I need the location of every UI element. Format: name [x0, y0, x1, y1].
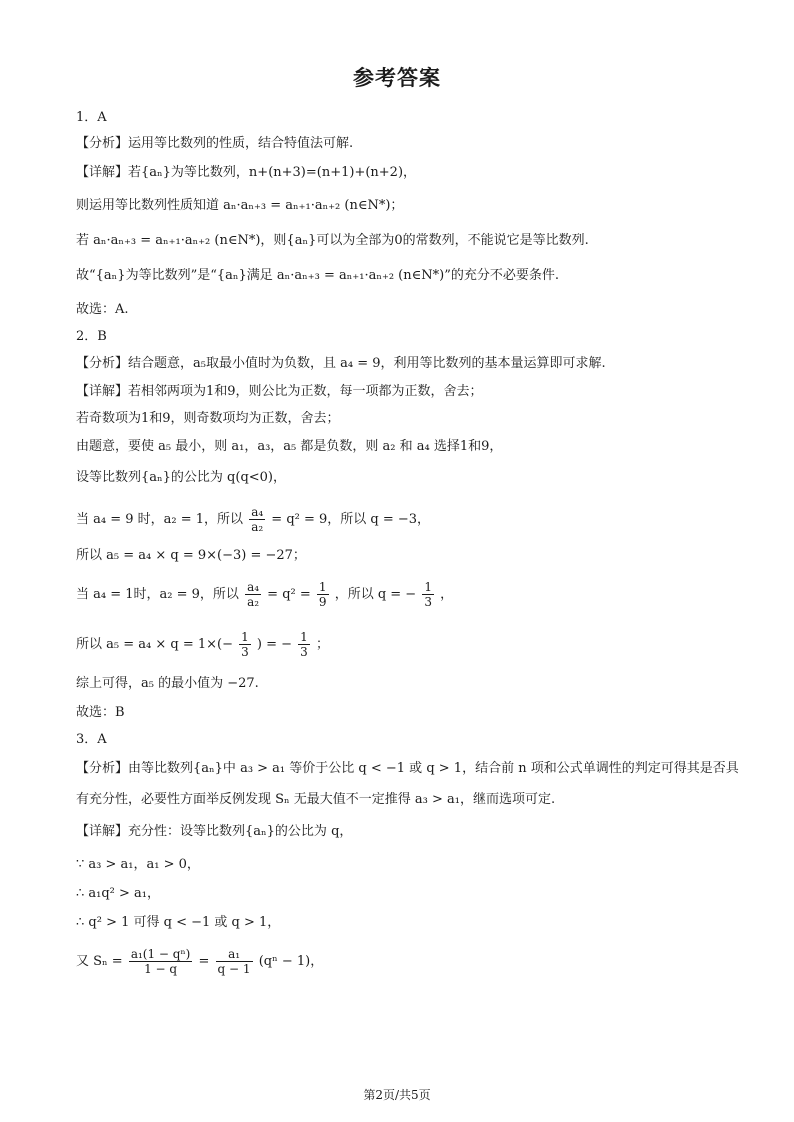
fraction-denominator: 3: [300, 645, 308, 659]
fraction-one-third: [422, 580, 434, 609]
fraction-denominator: 1 − q: [144, 962, 178, 976]
analysis-tag: 【分析】: [76, 356, 129, 371]
fraction-numerator: a₄: [251, 505, 264, 519]
detail-tag: 【详解】: [76, 384, 129, 399]
detail-tag: 【详解】: [76, 165, 129, 180]
q2-detail-1-text: 若相邻两项为1和9，则公比为正数，每一项都为正数，舍去；: [128, 384, 483, 399]
fraction-numerator: 1: [318, 580, 327, 594]
fraction-numerator: 1: [424, 580, 432, 594]
page-title: 参考答案: [353, 66, 441, 90]
q2-number: 2．B: [76, 329, 107, 344]
q1-detail-1-text: 若{aₙ}为等比数列，n+(n+3)=(n+1)+(n+2)，: [128, 165, 417, 180]
q2-detail-2: 若奇数项为1和9，则奇数项均为正数，舍去；: [76, 411, 340, 426]
analysis-tag: 【分析】: [76, 136, 129, 151]
q1-detail-3: 若 aₙ·aₙ₊₃ = aₙ₊₁·aₙ₊₂ (n∈N*)，则{aₙ}可以为全部为0的常数列，不能说它是等比数列.: [76, 233, 589, 248]
q2-analysis-text: 结合题意，a₅取最小值时为负数，且 a₄ = 9，利用等比数列的基本量运算即可求解.: [128, 356, 606, 371]
analysis-tag: 【分析】: [76, 761, 129, 776]
q3-detail-5: [76, 947, 323, 976]
q1-analysis-text: 运用等比数列的性质，结合特值法可解.: [128, 136, 354, 151]
q2-detail-5-a: 当 a₄ = 9 时，a₂ = 1，所以: [76, 511, 244, 527]
q3-analysis-2: 有充分性，必要性方面举反例发现 Sₙ 无最大值不一定推得 a₃ > a₁，继而选项可定.: [76, 792, 556, 807]
q2-answer: 故选：B: [76, 705, 125, 720]
q2-detail-7-c: ，所以 q = −: [334, 586, 417, 602]
q2-detail-6: 所以 a₅ = a₄ × q = 9×(−3) = −27；: [76, 548, 306, 563]
q2-detail-5-b: = q² = 9，所以 q = −3，: [271, 511, 431, 527]
fraction-a4-a2: [249, 505, 265, 534]
q3-detail-5-c: (qⁿ − 1)，: [258, 953, 324, 969]
q3-analysis: [76, 760, 739, 778]
q3-detail-4: ∴ q² > 1 可得 q < −1 或 q > 1，: [76, 915, 281, 930]
fraction-numerator: 1: [241, 630, 249, 644]
fraction-numerator: a₁: [216, 947, 253, 962]
page-footer: 第2页/共5页: [363, 1088, 431, 1102]
q2-detail-8-b: ) = −: [256, 636, 293, 652]
q2-detail-8: [76, 630, 329, 659]
q1-detail-1: [76, 164, 416, 182]
q2-analysis: [76, 355, 606, 373]
fraction-denominator: 3: [241, 645, 249, 659]
q3-detail-2: ∵ a₃ > a₁，a₁ > 0，: [76, 857, 200, 872]
fraction-denominator: 9: [318, 595, 327, 609]
q1-answer: 故选：A.: [76, 302, 129, 317]
q1-detail-2: 则运用等比数列性质知道 aₙ·aₙ₊₃ = aₙ₊₁·aₙ₊₂ (n∈N*)；: [76, 198, 404, 213]
q2-detail-3: 由题意，要使 a₅ 最小，则 a₁，a₃，a₅ 都是负数，则 a₂ 和 a₄ 选择1和9，: [76, 439, 503, 454]
fraction-denominator: 3: [424, 595, 432, 609]
detail-tag: 【详解】: [76, 824, 129, 839]
fraction-a1-over-q-minus-1: [216, 947, 253, 976]
q3-detail-1-text: 充分性：设等比数列{aₙ}的公比为 q，: [128, 824, 353, 839]
q3-analysis-text: 由等比数列{aₙ}中 a₃ > a₁ 等价于公比 q < −1 或 q > 1，结合前 n 项和公式单调性的判定可得其是否具: [128, 761, 739, 776]
q2-detail-1: [76, 383, 483, 401]
fraction-one-third: [239, 630, 251, 659]
q2-detail-8-a: 所以 a₅ = a₄ × q = 1×(−: [76, 636, 233, 652]
fraction-sum-formula: [129, 947, 193, 976]
q2-detail-4: 设等比数列{aₙ}的公比为 q(q<0)，: [76, 470, 286, 485]
fraction-one-ninth: [317, 580, 329, 609]
fraction-numerator: a₄: [247, 580, 260, 594]
q3-detail-1: [76, 823, 352, 841]
q1-analysis: [76, 135, 353, 153]
q2-detail-5: [76, 505, 430, 534]
fraction-denominator: a₂: [251, 520, 264, 534]
q2-detail-7-b: = q² =: [267, 586, 311, 602]
fraction-numerator: a₁(1 − qⁿ): [130, 947, 191, 961]
q2-detail-7: [76, 580, 453, 609]
fraction-numerator: 1: [300, 630, 308, 644]
q2-detail-9: 综上可得，a₅ 的最小值为 −27.: [76, 676, 259, 691]
q2-detail-7-d: ，: [440, 586, 454, 602]
q3-detail-3: ∴ a₁q² > a₁，: [76, 886, 161, 901]
q1-number: 1．A: [76, 110, 107, 125]
q1-detail-4: 故“{aₙ}为等比数列”是“{aₙ}满足 aₙ·aₙ₊₃ = aₙ₊₁·aₙ₊₂ (n∈N*)”的充分不必要条件.: [76, 268, 559, 283]
fraction-denominator: a₂: [247, 595, 260, 609]
q3-detail-5-b: =: [198, 953, 210, 969]
q2-detail-8-c: ；: [315, 636, 329, 652]
fraction-one-third: [298, 630, 310, 659]
fraction-a4-a2: [245, 580, 261, 609]
q2-detail-7-a: 当 a₄ = 1时，a₂ = 9，所以: [76, 586, 239, 602]
q3-detail-5-a: 又 Sₙ =: [76, 953, 123, 969]
q3-number: 3．A: [76, 732, 107, 747]
fraction-denominator: q − 1: [217, 962, 251, 976]
